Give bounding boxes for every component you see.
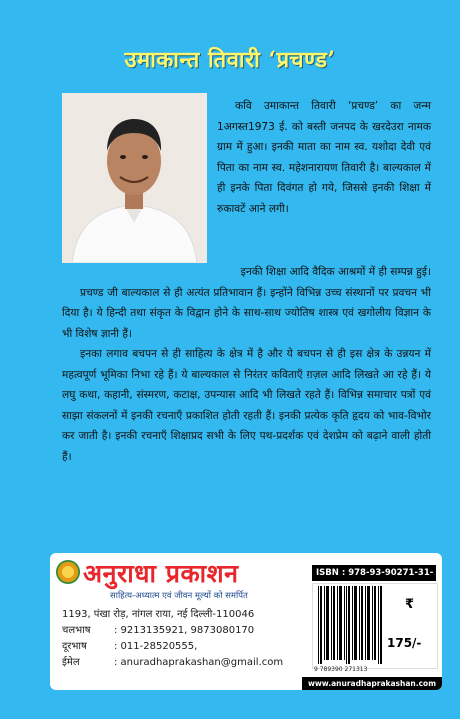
rupee-symbol: ₹ [405, 597, 415, 612]
email-label: ईमेल [62, 657, 80, 668]
publisher-email-row [62, 654, 283, 668]
cover-title: उमाकान्त तिवारी ‘प्रचण्ड’ [124, 47, 336, 73]
publisher-phone-row [62, 638, 197, 652]
phone-number: : 011-28520555, [114, 641, 198, 652]
bio-paragraph-1-continued: इनकी शिक्षा आदि वैदिक आश्रमों में ही सम्पन्न हुई। [240, 266, 431, 278]
barcode-digits: 9 789390 271313 [314, 666, 368, 673]
author-portrait-image [62, 93, 207, 263]
author-photo [62, 93, 207, 263]
mobile-label: चलभाष [62, 625, 91, 636]
publisher-website[interactable]: www.anuradhaprakashan.com [302, 677, 442, 690]
phone-label: दूरभाष [62, 641, 87, 652]
publisher-name: अनुराधा प्रकाशन [83, 559, 239, 588]
barcode-icon [316, 586, 386, 666]
publisher-logo-icon [56, 560, 80, 584]
publisher-address: 1193, पंखा रोड़, नांगल राया, नई दिल्ली-110046 [62, 609, 255, 620]
bio-paragraph-2: प्रचण्ड जी बाल्यकाल से ही अत्यंत प्रतिभावान हैं। इन्होंने विभिन्न उच्च संस्थानों पर प्रवचन भी दिया है। ये हिन्दी तथा संकृत के विद्वान होने के साथ-साथ ज्योतिष शास्त्र एवं खगोलीय विज्ञान के भी विशेष ज्ञानी हैं। [62, 286, 431, 340]
price: 175/- [387, 636, 422, 650]
bio-paragraph-1: कवि उमाकान्त तिवारी ‘प्रचण्ड’ का जन्म 1अगस्त1973 ई. को बस्ती जनपद के खरदेउरा नामक ग्राम में हुआ। इनकी माता का नाम स्व. यशोदा देवी एवं पिता का नाम स्व. महेशनारायण तिवारी है। बाल्यकाल में ही इनके पिता दिवंगत हो गये, जिससे इनकी शिक्षा में रुकावटें आने लगी। [217, 100, 431, 215]
author-bio-intro [217, 96, 431, 219]
author-bio-body [62, 262, 431, 467]
barcode [312, 583, 438, 669]
bio-paragraph-3: इनका लगाव बचपन से ही साहित्य के क्षेत्र में है और ये बचपन से ही इस क्षेत्र के उन्नयन में महत्वपूर्ण भूमिका निभा रहे हैं। ये बाल्यकाल से निरंतर कविताएँ ग़ज़ल आदि लिखते आ रहे हैं। ये लघु कथा, कहानी, संस्मरण, कटाक्ष, उपन्यास आदि भी लिखते रहते हैं। विभिन्न समाचार पत्रों एवं साझा संकलनों में इनकी रचनाएँ प्रकाशित होती रहती हैं। इनकी प्रत्येक कृति हृदय को भाव-विभोर कर जाती है। इनकी रचनाएँ शिक्षाप्रद सभी के लिए पथ-प्रदर्शक एवं देशप्रेम को बढ़ाने वाली होती हैं। [62, 348, 431, 463]
email-address[interactable]: : anuradhaprakashan@gmail.com [114, 657, 284, 668]
mobile-numbers: : 9213135921, 9873080170 [114, 625, 255, 636]
publisher-tagline: साहित्य-अध्यात्म एवं जीवन मूल्यों को समर्पित [110, 591, 248, 601]
isbn-label: ISBN : 978-93-90271-31- [312, 565, 436, 581]
publisher-mobile-row [62, 622, 254, 636]
publisher-panel [50, 553, 442, 690]
